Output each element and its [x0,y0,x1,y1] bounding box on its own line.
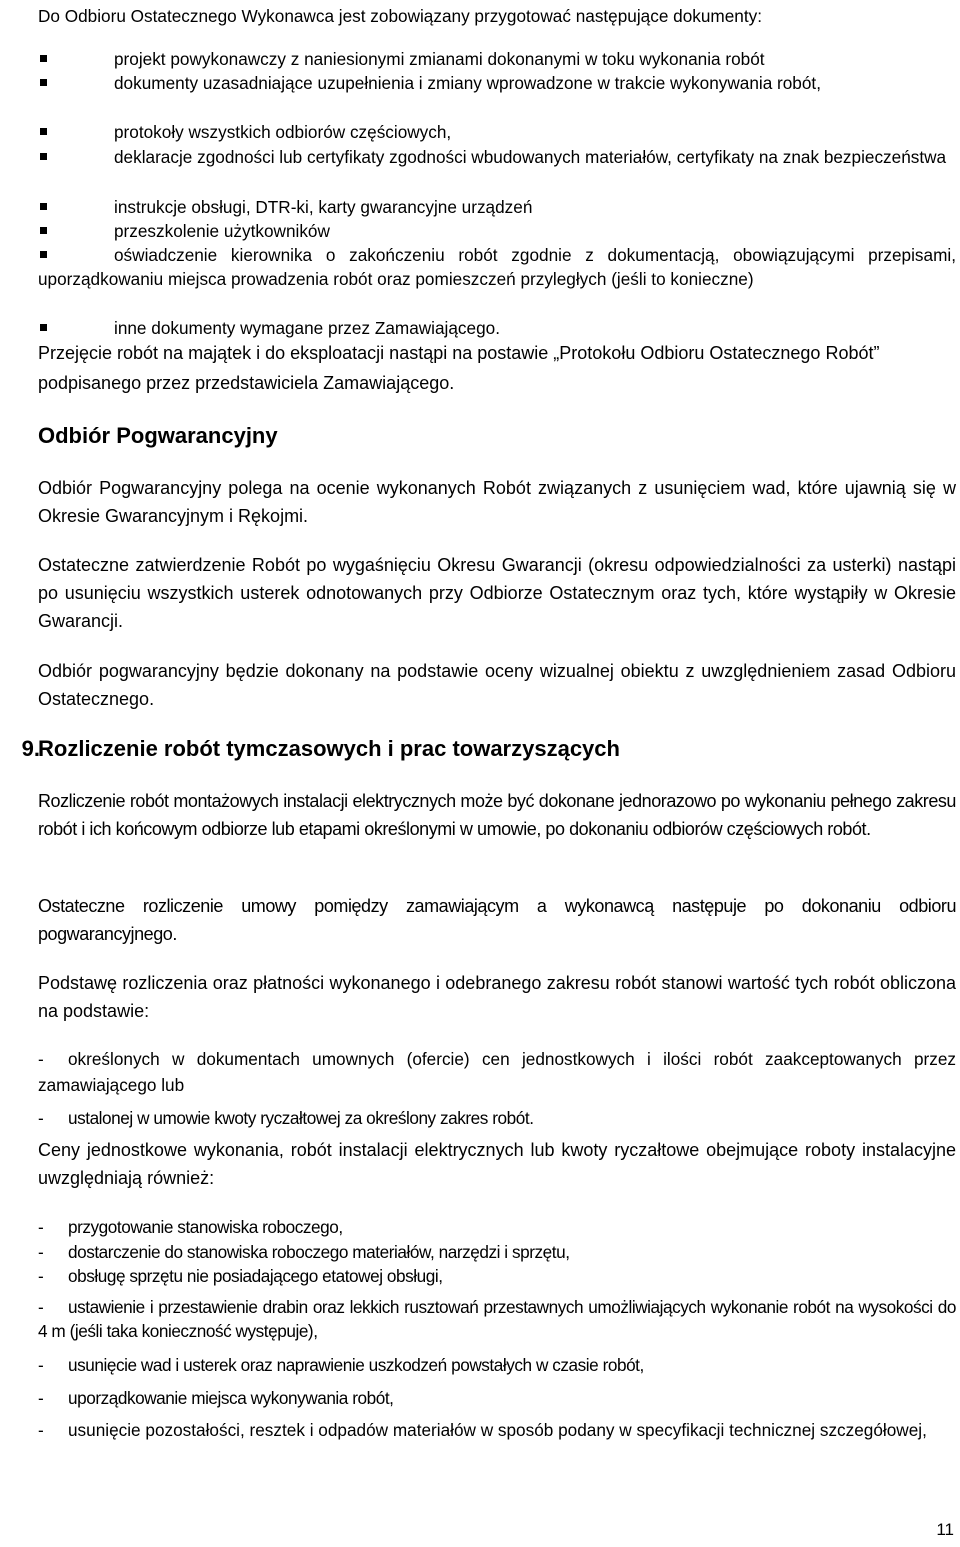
list-item: oświadczenie kierownika o zakończeniu robót zgodnie z dokumentacją, obowiązującymi przepisami, uporządkowaniu miejsca prowadzenia robót oraz pomieszczeń przyległych (jeśli to konieczne) [38,245,956,289]
page-number: 11 [936,1520,954,1539]
list-item: - przygotowanie stanowiska roboczego, [38,1217,343,1237]
square-bullet-icon [40,227,47,234]
intro-paragraph: Do Odbioru Ostatecznego Wykonawca jest zobowiązany przygotować następujące dokumenty: [38,6,763,26]
square-bullet-icon [40,251,47,258]
list-item: inne dokumenty wymagane przez Zamawiającego. [38,316,956,340]
square-bullet-icon [40,128,47,135]
list-item: projekt powykonawczy z naniesionymi zmianami dokonanymi w toku wykonania robót [38,47,956,71]
list-item: instrukcje obsługi, DTR-ki, karty gwarancyjne urządzeń [38,195,956,219]
paragraph: Ostateczne zatwierdzenie Robót po wygaśnięciu Okresu Gwarancji (okresu odpowiedzialności za usterki) nastąpi po usunięciu wszystkich usterek odnotowanych przy Odbiorze Ostatecznym oraz tych, które wystąpiły w Okresie Gwarancji. [38,555,956,631]
square-bullet-icon [40,324,47,331]
square-bullet-icon [40,203,47,210]
list-item: - dostarczenie do stanowiska roboczego materiałów, narzędzi i sprzętu, [38,1242,570,1262]
list-item: - ustalonej w umowie kwoty ryczałtowej za określony zakres robót. [38,1108,534,1128]
section-heading: Odbiór Pogwarancyjny [38,423,278,448]
paragraph: Ostateczne rozliczenie umowy pomiędzy zamawiającym a wykonawcą następuje po dokonaniu odbioru pogwarancyjnego. [38,896,956,944]
paragraph: Odbiór Pogwarancyjny polega na ocenie wykonanych Robót związanych z usunięciem wad, które ujawnią się w Okresie Gwarancyjnym i Rękojmi. [38,478,956,526]
paragraph: Podstawę rozliczenia oraz płatności wykonanego i odebranego zakresu robót stanowi wartość tych robót obliczona na podstawie: [38,973,956,1021]
paragraph: Rozliczenie robót montażowych instalacji elektrycznych może być dokonane jednorazowo po wykonaniu pełnego zakresu robót i ich końcowym odbiorze lub etapami określonymi w umowie, po dokonaniu odbiorów częściowych robót. [38,791,956,839]
list-item: - uporządkowanie miejsca wykonywania robót, [38,1388,394,1408]
paragraph: Ceny jednostkowe wykonania, robót instalacji elektrycznych lub kwoty ryczałtowe obejmujące roboty instalacyjne uwzględniają również: [38,1140,956,1188]
list-item: - usunięcie pozostałości, resztek i odpadów materiałów w sposób podany w specyfikacji technicznej szczegółowej, [38,1420,927,1440]
list-item: deklaracje zgodności lub certyfikaty zgodności wbudowanych materiałów, certyfikaty na znak bezpieczeństwa [38,145,956,169]
list-item: - ustawienie i przestawienie drabin oraz lekkich rusztowań przestawnych umożliwiających wykonanie robót na wysokości do 4 m (jeśli taka konieczność występuje), [38,1297,956,1341]
list-item: dokumenty uzasadniające uzupełnienia i zmiany wprowadzone w trakcie wykonywania robót, [38,71,956,95]
list-item: - obsługę sprzętu nie posiadającego etatowej obsługi, [38,1266,443,1286]
paragraph: Odbiór pogwarancyjny będzie dokonany na podstawie oceny wizualnej obiektu z uwzględnieniem zasad Odbioru Ostatecznego. [38,661,956,709]
list-item: - określonych w dokumentach umownych (ofercie) cen jednostkowych i ilości robót zaakceptowanych przez zamawiającego lub [38,1049,956,1095]
square-bullet-icon [40,153,47,160]
square-bullet-icon [40,79,47,86]
square-bullet-icon [40,55,47,62]
list-item: protokoły wszystkich odbiorów częściowych, [38,120,956,144]
handover-paragraph: Przejęcie robót na majątek i do eksploatacji nastąpi na postawie „Protokołu Odbioru Ostatecznego Robót” podpisanego przez przedstawiciela Zamawiającego. [38,343,880,393]
section-number: 9. [21,736,40,761]
section-title: Rozliczenie robót tymczasowych i prac towarzyszących [38,736,620,761]
list-item: - usunięcie wad i usterek oraz naprawienie uszkodzeń powstałych w czasie robót, [38,1355,644,1375]
list-item: przeszkolenie użytkowników [38,219,956,243]
